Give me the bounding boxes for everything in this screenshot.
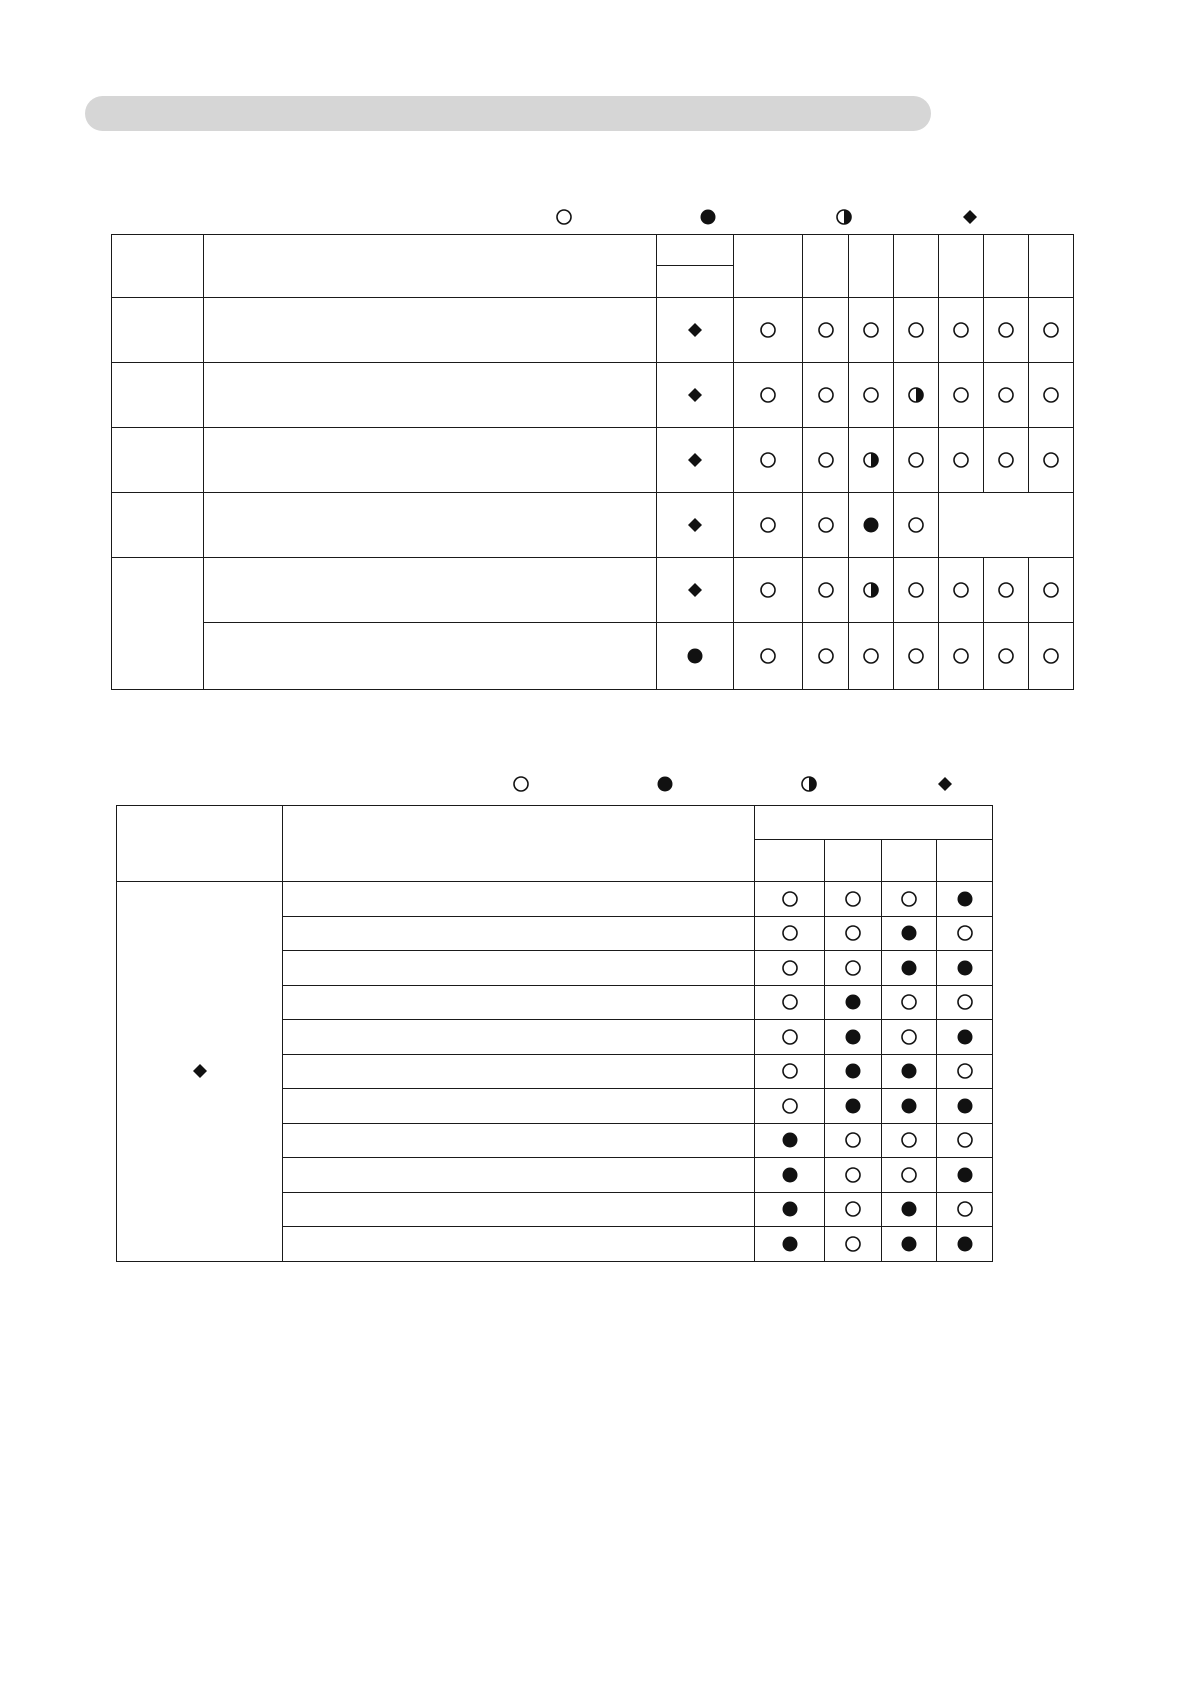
filled-circle-icon [955,1234,975,1254]
table-2-value-cell [755,1089,825,1124]
table-1-value-cell [734,428,803,493]
filled-circle-icon [780,1165,800,1185]
open-circle-icon [780,958,800,978]
filled-circle-icon [861,515,881,535]
table-1-value-cell [803,428,849,493]
table-2-value-cell [755,1192,825,1227]
table-1-value-cell [734,623,803,690]
open-circle-icon [1041,320,1061,340]
table-2-value-cell [937,1089,993,1124]
table-2-description-cell [283,1227,755,1262]
table-1-value-cell [734,298,803,363]
table-row [112,298,1074,363]
table-1-value-cell [894,493,939,558]
table-1-label-cell [112,428,204,493]
table-2-description-cell [283,1192,755,1227]
table-1-value-cell [803,623,849,690]
table-2-header-cell [882,840,937,882]
table-1-header-cell [734,235,803,298]
open-circle-icon [996,646,1016,666]
table-1-value-cell [984,623,1029,690]
table-1-value-cell [984,558,1029,623]
table-1-value-cell [894,428,939,493]
open-circle-icon [843,889,863,909]
table-2-value-cell [882,1123,937,1158]
open-circle-icon [906,450,926,470]
open-circle-icon [780,889,800,909]
table-2-value-cell [882,951,937,986]
table-2-value-cell [937,1123,993,1158]
table-1-header-cell [204,235,657,298]
table-2-value-cell [882,1158,937,1193]
table-2-description-cell [283,916,755,951]
open-circle-icon [780,1061,800,1081]
open-circle-icon [899,992,919,1012]
diamond-icon [685,450,705,470]
open-circle-icon [906,320,926,340]
table-1-key-cell [657,428,734,493]
open-circle-icon [951,385,971,405]
open-circle-icon [861,646,881,666]
table-1-key-cell [657,558,734,623]
filled-circle-icon [899,1234,919,1254]
table-1-header-cell [112,235,204,298]
table-2-value-cell [755,951,825,986]
open-circle-icon [758,580,778,600]
filled-circle-icon [843,1027,863,1047]
open-circle-icon [955,992,975,1012]
legend-2-symbol [509,772,533,796]
table-1-description-cell [204,493,657,558]
table-2-value-cell [937,1192,993,1227]
table-2-value-cell [937,882,993,917]
table-1-description-cell [204,363,657,428]
open-circle-icon [758,646,778,666]
table-1-description-cell [204,298,657,363]
table-1-label-cell [112,298,204,363]
table-2-value-cell [882,1089,937,1124]
open-circle-icon [511,774,531,794]
table-2-value-cell [755,985,825,1020]
open-circle-icon [861,320,881,340]
table-1-label-cell [112,558,204,690]
table-1-value-cell [734,493,803,558]
filled-circle-icon [955,1027,975,1047]
table-2-value-cell [937,916,993,951]
table-2-value-cell [825,1123,882,1158]
filled-circle-icon [899,958,919,978]
table-2-description-cell [283,882,755,917]
open-circle-icon [816,320,836,340]
table-1-value-cell [894,363,939,428]
table-2 [116,805,993,1262]
filled-circle-icon [899,1199,919,1219]
filled-circle-icon [698,207,718,227]
table-1-label-cell [112,493,204,558]
open-circle-icon [843,1199,863,1219]
table-1-key-cell [657,623,734,690]
table-1-value-cell [803,493,849,558]
table-2-value-cell [937,1054,993,1089]
table-1-header-cell [657,235,734,266]
open-circle-icon [816,646,836,666]
table-2-header-cell [117,806,283,882]
table-2-value-cell [755,1020,825,1055]
table-2-value-cell [825,1227,882,1262]
table-1-header-cell [657,266,734,298]
open-circle-icon [816,580,836,600]
table-1-value-cell [984,428,1029,493]
filled-circle-icon [955,1165,975,1185]
open-circle-icon [758,515,778,535]
half-circle-icon [834,207,854,227]
diamond-icon [685,320,705,340]
table-row [112,428,1074,493]
open-circle-icon [1041,646,1061,666]
table-1-description-cell [204,558,657,623]
filled-circle-icon [655,774,675,794]
table-1-value-cell [849,623,894,690]
legend-2 [0,772,1191,796]
open-circle-icon [955,1061,975,1081]
open-circle-icon [951,646,971,666]
open-circle-icon [951,320,971,340]
table-1-description-cell [204,428,657,493]
filled-circle-icon [955,1096,975,1116]
table-2-value-cell [882,985,937,1020]
table-1-value-cell [1029,298,1074,363]
open-circle-icon [816,450,836,470]
filled-circle-icon [843,992,863,1012]
table-1-value-cell [984,298,1029,363]
open-circle-icon [955,1199,975,1219]
table-1-key-cell [657,363,734,428]
filled-circle-icon [955,958,975,978]
table-1-value-cell [939,298,984,363]
table-1-key-cell [657,493,734,558]
open-circle-icon [861,385,881,405]
table-1-value-cell [734,558,803,623]
table-2-value-cell [882,1054,937,1089]
table-2-header-row [117,806,993,840]
table-2-group-cell [117,882,283,1262]
table-1-value-cell [894,558,939,623]
table-2-description-cell [283,951,755,986]
diamond-icon [960,207,980,227]
table-1-label-cell [112,363,204,428]
table-1-value-cell [894,623,939,690]
open-circle-icon [843,1165,863,1185]
open-circle-icon [899,1130,919,1150]
table-1-header-row [112,235,1074,266]
table-1-description-cell [204,623,657,690]
open-circle-icon [758,320,778,340]
filled-circle-icon [780,1234,800,1254]
table-2-value-cell [937,1020,993,1055]
section-header-bar [85,96,931,131]
table-1-header-cell [849,235,894,298]
open-circle-icon [758,385,778,405]
legend-2-symbol [653,772,677,796]
table-2-value-cell [882,882,937,917]
table-2-value-cell [755,1054,825,1089]
table-1-value-cell [1029,623,1074,690]
table-2-value-cell [825,1054,882,1089]
table-2-description-cell [283,1158,755,1193]
table-2-value-cell [825,916,882,951]
legend-1-symbol [696,205,720,229]
open-circle-icon [758,450,778,470]
legend-1 [0,205,1191,229]
open-circle-icon [843,1234,863,1254]
table-1-header-cell [803,235,849,298]
legend-2-symbol [797,772,821,796]
filled-circle-icon [843,1061,863,1081]
table-2-value-cell [882,1192,937,1227]
open-circle-icon [899,1027,919,1047]
open-circle-icon [996,320,1016,340]
filled-circle-icon [780,1199,800,1219]
open-circle-icon [843,923,863,943]
table-2-value-cell [755,916,825,951]
table-2-value-cell [937,951,993,986]
open-circle-icon [780,1096,800,1116]
diamond-icon [190,1061,210,1081]
table-1-header-cell [984,235,1029,298]
open-circle-icon [1041,450,1061,470]
open-circle-icon [843,1130,863,1150]
diamond-icon [685,515,705,535]
table-row [112,623,1074,690]
open-circle-icon [906,515,926,535]
legend-1-symbol [832,205,856,229]
open-circle-icon [843,958,863,978]
table-2-description-cell [283,1123,755,1158]
table-2-value-cell [825,985,882,1020]
table-1-value-cell [803,298,849,363]
diamond-icon [935,774,955,794]
table-2-description-cell [283,985,755,1020]
open-circle-icon [951,450,971,470]
diamond-icon [685,580,705,600]
table-2-value-cell [937,1158,993,1193]
table-2-value-cell [882,916,937,951]
table-1-header-cell [894,235,939,298]
table-1-value-cell [939,558,984,623]
table-2-value-cell [937,985,993,1020]
table-1 [111,234,1074,690]
table-1-value-cell [939,428,984,493]
table-2-value-cell [825,1158,882,1193]
table-2-value-cell [755,1227,825,1262]
open-circle-icon [955,923,975,943]
table-row [112,493,1074,558]
legend-2-symbol [933,772,957,796]
table-1-merged-empty-cell [939,493,1074,558]
table-1-header-cell [1029,235,1074,298]
open-circle-icon [554,207,574,227]
table-1-header-cell [939,235,984,298]
table-2-value-cell [825,1192,882,1227]
table-1-value-cell [939,363,984,428]
table-2-value-cell [825,1020,882,1055]
filled-circle-icon [899,1061,919,1081]
table-2-description-cell [283,1020,755,1055]
table-row [117,882,993,917]
table-2-description-cell [283,1054,755,1089]
half-circle-icon [861,580,881,600]
filled-circle-icon [955,889,975,909]
open-circle-icon [816,385,836,405]
filled-circle-icon [843,1096,863,1116]
filled-circle-icon [780,1130,800,1150]
open-circle-icon [996,385,1016,405]
table-2-value-cell [825,1089,882,1124]
half-circle-icon [906,385,926,405]
open-circle-icon [1041,385,1061,405]
table-1-value-cell [1029,363,1074,428]
table-2-header-group-cell [755,806,993,840]
table-1-value-cell [849,428,894,493]
table-2-header-cell [755,840,825,882]
open-circle-icon [816,515,836,535]
table-row [112,363,1074,428]
table-2-value-cell [825,951,882,986]
open-circle-icon [951,580,971,600]
table-1-value-cell [734,363,803,428]
table-1-value-cell [803,558,849,623]
table-1-key-cell [657,298,734,363]
open-circle-icon [996,450,1016,470]
open-circle-icon [955,1130,975,1150]
table-1-value-cell [894,298,939,363]
half-circle-icon [861,450,881,470]
open-circle-icon [996,580,1016,600]
open-circle-icon [780,1027,800,1047]
table-1-value-cell [984,363,1029,428]
legend-1-symbol [958,205,982,229]
open-circle-icon [899,1165,919,1185]
legend-1-symbol [552,205,576,229]
table-1-value-cell [803,363,849,428]
table-2-value-cell [937,1227,993,1262]
table-2-value-cell [882,1020,937,1055]
table-2-value-cell [755,882,825,917]
open-circle-icon [1041,580,1061,600]
table-row [112,558,1074,623]
filled-circle-icon [899,1096,919,1116]
diamond-icon [685,385,705,405]
table-1-value-cell [849,493,894,558]
open-circle-icon [906,580,926,600]
open-circle-icon [780,923,800,943]
open-circle-icon [899,889,919,909]
table-2-description-cell [283,1089,755,1124]
table-2-value-cell [825,882,882,917]
filled-circle-icon [685,646,705,666]
table-2-header-cell [937,840,993,882]
open-circle-icon [906,646,926,666]
table-1-value-cell [849,363,894,428]
table-2-value-cell [882,1227,937,1262]
table-2-header-cell [825,840,882,882]
table-2-value-cell [755,1123,825,1158]
table-1-value-cell [1029,428,1074,493]
open-circle-icon [780,992,800,1012]
table-2-header-cell [283,806,755,882]
half-circle-icon [799,774,819,794]
table-1-value-cell [849,298,894,363]
table-1-value-cell [849,558,894,623]
table-1-value-cell [939,623,984,690]
table-2-value-cell [755,1158,825,1193]
table-1-value-cell [1029,558,1074,623]
filled-circle-icon [899,923,919,943]
